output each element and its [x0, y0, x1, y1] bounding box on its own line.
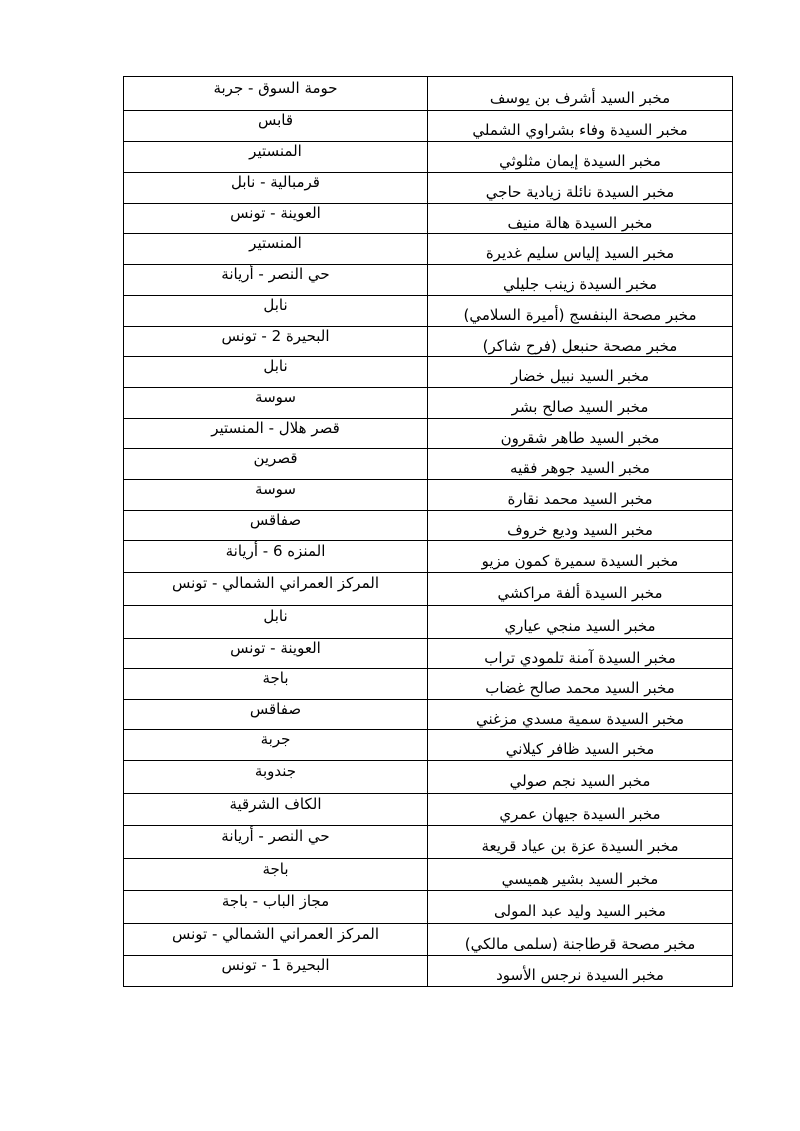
location: المنستير — [249, 234, 302, 252]
labs-table-body — [124, 77, 733, 987]
table-row — [124, 449, 733, 480]
location: قابس — [257, 111, 294, 129]
lab-name: مخبر السيد وليد عبد المولى — [494, 902, 666, 920]
lab-name: مخبر السيد إلياس سليم غديرة — [485, 244, 675, 262]
location-cell — [124, 956, 428, 987]
lab-name: مخبر السيد صالح بشر — [511, 398, 649, 416]
location: المركز العمراني الشمالي - تونس — [171, 924, 379, 943]
table-row — [124, 327, 733, 357]
lab-name: مخبر السيد طاهر شقرون — [500, 428, 660, 447]
location: سوسة — [255, 480, 296, 498]
lab-name: مخبر السيدة جيهان عمري — [499, 804, 661, 823]
table-row — [124, 541, 733, 573]
location: حي النصر - أريانة — [221, 265, 330, 283]
lab-name: مخبر السيد أشرف بن يوسف — [489, 88, 671, 107]
lab-name: مخبر مصحة حنبعل (فرح شاكر) — [482, 336, 678, 355]
location-cell — [124, 77, 428, 111]
location-cell — [124, 606, 428, 639]
lab-name-cell — [428, 669, 733, 700]
lab-name-cell — [428, 296, 733, 327]
table-row — [124, 173, 733, 204]
lab-name-cell — [428, 826, 733, 859]
lab-name: مخبر السيد بشير هميسي — [501, 869, 659, 888]
location-cell — [124, 142, 428, 173]
location-cell — [124, 204, 428, 234]
lab-name-cell — [428, 449, 733, 480]
lab-name-cell — [428, 639, 733, 669]
lab-name: مخبر السيد جوهر فقيه — [510, 459, 650, 477]
table-row — [124, 859, 733, 891]
table-row — [124, 77, 733, 111]
location-cell — [124, 357, 428, 388]
table-row — [124, 669, 733, 700]
lab-name-cell — [428, 924, 733, 956]
lab-name-cell — [428, 77, 733, 111]
location: نابل — [263, 296, 288, 314]
table-row — [124, 265, 733, 296]
location: صفاقس — [249, 699, 302, 718]
location-cell — [124, 573, 428, 606]
lab-name-cell — [428, 794, 733, 826]
lab-name-cell — [428, 761, 733, 794]
location: مجاز الباب - باجة — [221, 892, 330, 910]
location-cell — [124, 327, 428, 357]
table-row — [124, 826, 733, 859]
lab-name: مخبر السيدة آمنة تلمودي تراب — [484, 648, 676, 667]
location: المنزه 6 - أريانة — [225, 541, 326, 560]
lab-name: مخبر السيد نجم صولي — [509, 772, 651, 790]
location: البحيرة 2 - تونس — [221, 326, 330, 345]
lab-name-cell — [428, 265, 733, 296]
location-cell — [124, 265, 428, 296]
location-cell — [124, 480, 428, 511]
location: جربة — [260, 730, 291, 748]
location: سوسة — [255, 388, 296, 406]
lab-name: مخبر السيدة ألفة مراكشي — [497, 584, 663, 602]
lab-name-cell — [428, 700, 733, 730]
location: المنستير — [249, 142, 302, 160]
location-cell — [124, 173, 428, 204]
table-row — [124, 700, 733, 730]
table-row — [124, 142, 733, 173]
lab-name: مخبر مصحة قرطاجنة (سلمى مالكي) — [464, 934, 696, 953]
lab-name-cell — [428, 111, 733, 142]
lab-name-cell — [428, 234, 733, 265]
location: قصرين — [253, 449, 298, 467]
lab-name-cell — [428, 956, 733, 987]
table-row — [124, 357, 733, 388]
lab-name-cell — [428, 173, 733, 204]
table-row — [124, 606, 733, 639]
table-row — [124, 924, 733, 956]
location: المركز العمراني الشمالي - تونس — [171, 574, 379, 592]
lab-name-cell — [428, 357, 733, 388]
lab-name-cell — [428, 573, 733, 606]
lab-name: مخبر السيد وديع خروف — [507, 520, 653, 539]
lab-name-cell — [428, 891, 733, 924]
location-cell — [124, 639, 428, 669]
lab-name: مخبر السيد محمد صالح غضاب — [485, 679, 675, 697]
lab-name-cell — [428, 859, 733, 891]
table-row — [124, 891, 733, 924]
location: صفاقس — [249, 510, 302, 529]
table-row — [124, 419, 733, 449]
lab-name-cell — [428, 480, 733, 511]
location-cell — [124, 388, 428, 419]
table-row — [124, 511, 733, 541]
location: حومة السوق - جربة — [213, 78, 338, 97]
location-cell — [124, 296, 428, 327]
lab-name: مخبر مصحة البنفسج (أميرة السلامي) — [463, 306, 697, 324]
table-row — [124, 794, 733, 826]
lab-name-cell — [428, 327, 733, 357]
location-cell — [124, 891, 428, 924]
location: حي النصر - أريانة — [221, 827, 330, 845]
location-cell — [124, 794, 428, 826]
location-cell — [124, 449, 428, 480]
lab-name: مخبر السيد نبيل خضار — [510, 367, 650, 385]
location: باجة — [262, 859, 289, 878]
lab-name: مخبر السيدة زينب جليلي — [502, 275, 658, 293]
location: جندوبة — [254, 762, 297, 780]
location: البحيرة 1 - تونس — [221, 956, 330, 974]
lab-name-cell — [428, 730, 733, 761]
table-row — [124, 111, 733, 142]
table-row — [124, 730, 733, 761]
location: العوينة - تونس — [230, 203, 321, 222]
location-cell — [124, 541, 428, 573]
location-cell — [124, 700, 428, 730]
table-row — [124, 639, 733, 669]
lab-name: مخبر السيد محمد نقارة — [507, 490, 653, 508]
location-cell — [124, 419, 428, 449]
location-cell — [124, 669, 428, 700]
table-row — [124, 388, 733, 419]
location-cell — [124, 826, 428, 859]
location: باجة — [262, 669, 289, 687]
location-cell — [124, 924, 428, 956]
location: قصر هلال - المنستير — [211, 418, 340, 437]
location-cell — [124, 859, 428, 891]
lab-name: مخبر السيدة نائلة زيادية حاجي — [485, 183, 675, 201]
table-row — [124, 761, 733, 794]
location: الكاف الشرقية — [229, 794, 322, 813]
lab-name-cell — [428, 541, 733, 573]
location-cell — [124, 730, 428, 761]
lab-name-cell — [428, 606, 733, 639]
table-row — [124, 234, 733, 265]
location-cell — [124, 761, 428, 794]
table-row — [124, 573, 733, 606]
lab-name-cell — [428, 142, 733, 173]
table-row — [124, 956, 733, 987]
lab-name-cell — [428, 204, 733, 234]
location-cell — [124, 234, 428, 265]
lab-name: مخبر السيدة سمية مسدي مزغني — [476, 709, 684, 728]
location: نابل — [263, 607, 288, 625]
lab-name: مخبر السيدة هالة منيف — [507, 213, 653, 232]
table-row — [124, 296, 733, 327]
table-row — [124, 480, 733, 511]
table-row — [124, 204, 733, 234]
location: العوينة - تونس — [230, 638, 321, 657]
lab-name-cell — [428, 419, 733, 449]
lab-name-cell — [428, 511, 733, 541]
location-cell — [124, 511, 428, 541]
lab-name: مخبر السيدة سميرة كمون مزيو — [481, 551, 679, 570]
lab-name: مخبر السيدة وفاء بشراوي الشملي — [472, 121, 688, 139]
labs-table — [123, 76, 733, 987]
lab-name-cell — [428, 388, 733, 419]
lab-name: مخبر السيدة إيمان مثلوثي — [499, 152, 661, 170]
location: قرمبالية - نابل — [231, 173, 320, 191]
location-cell — [124, 111, 428, 142]
lab-name: مخبر السيدة نرجس الأسود — [496, 966, 664, 984]
lab-name: مخبر السيدة عزة بن عياد قريعة — [481, 837, 679, 855]
lab-name: مخبر السيد منجي عياري — [504, 617, 656, 635]
lab-name: مخبر السيد ظافر كيلاني — [505, 740, 655, 758]
location: نابل — [263, 357, 288, 375]
